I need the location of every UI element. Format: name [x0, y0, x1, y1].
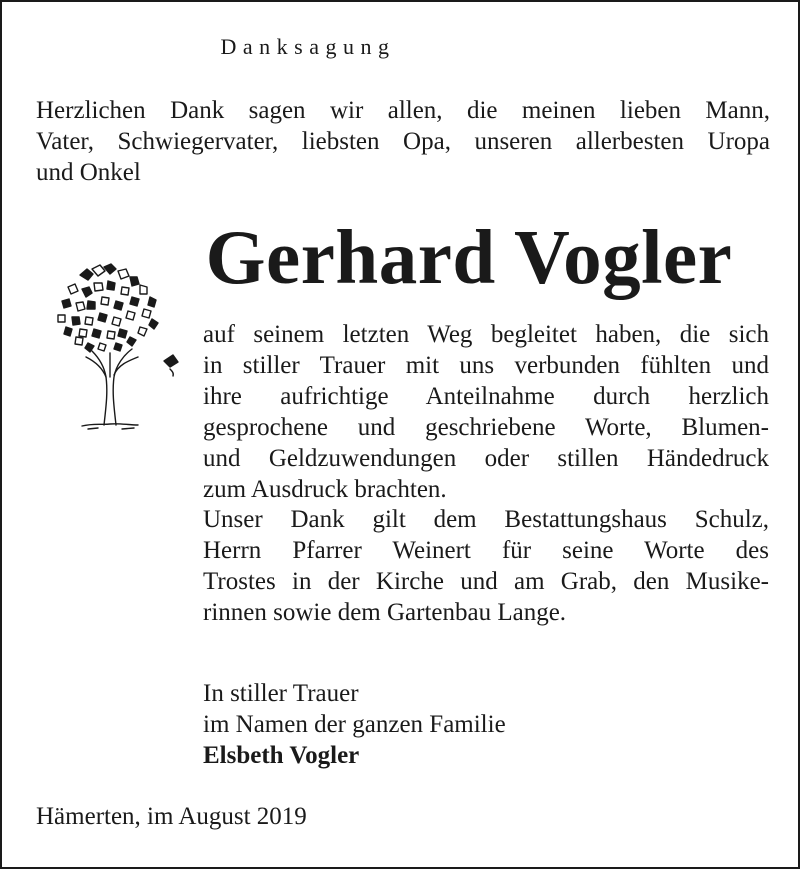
body-paragraph: [203, 320, 769, 629]
signoff-block: [203, 678, 769, 771]
intro-paragraph: [36, 95, 770, 188]
deceased-name: Gerhard Vogler: [205, 214, 733, 300]
body-line: Herrn Pfarrer Weinert für seine Worte des: [203, 537, 769, 565]
body-line: zum Ausdruck brachten.: [203, 475, 447, 503]
body-line: gesprochene und geschriebene Worte, Blumen-: [203, 413, 769, 441]
place-date: Hämerten, im August 2019: [36, 803, 307, 830]
body-line: und Geldzuwendungen oder stillen Händedruck: [203, 444, 769, 472]
signoff-line: In stiller Trauer: [203, 680, 359, 707]
intro-line: und Onkel: [36, 159, 141, 186]
intro-line: Vater, Schwiegervater, liebsten Opa, unseren allerbesten Uropa: [36, 128, 770, 155]
body-line: Unser Dank gilt dem Bestattungshaus Schulz,: [203, 506, 769, 534]
signoff-line: im Namen der ganzen Familie: [203, 711, 506, 738]
intro-line: Herzlichen Dank sagen wir allen, die meinen lieben Mann,: [36, 97, 770, 124]
body-line: auf seinem letzten Weg begleitet haben, die sich: [203, 321, 769, 348]
notice-heading: Danksagung: [220, 34, 396, 59]
signer-name: Elsbeth Vogler: [203, 742, 360, 769]
body-line: in stiller Trauer mit uns verbunden fühlten und: [203, 351, 769, 379]
tree-icon: [32, 257, 202, 437]
body-line: Trostes in der Kirche und am Grab, den Musike-: [203, 568, 769, 596]
body-line: rinnen sowie dem Gartenbau Lange.: [203, 599, 567, 627]
body-line: ihre aufrichtige Anteilnahme durch herzlich: [203, 382, 769, 410]
